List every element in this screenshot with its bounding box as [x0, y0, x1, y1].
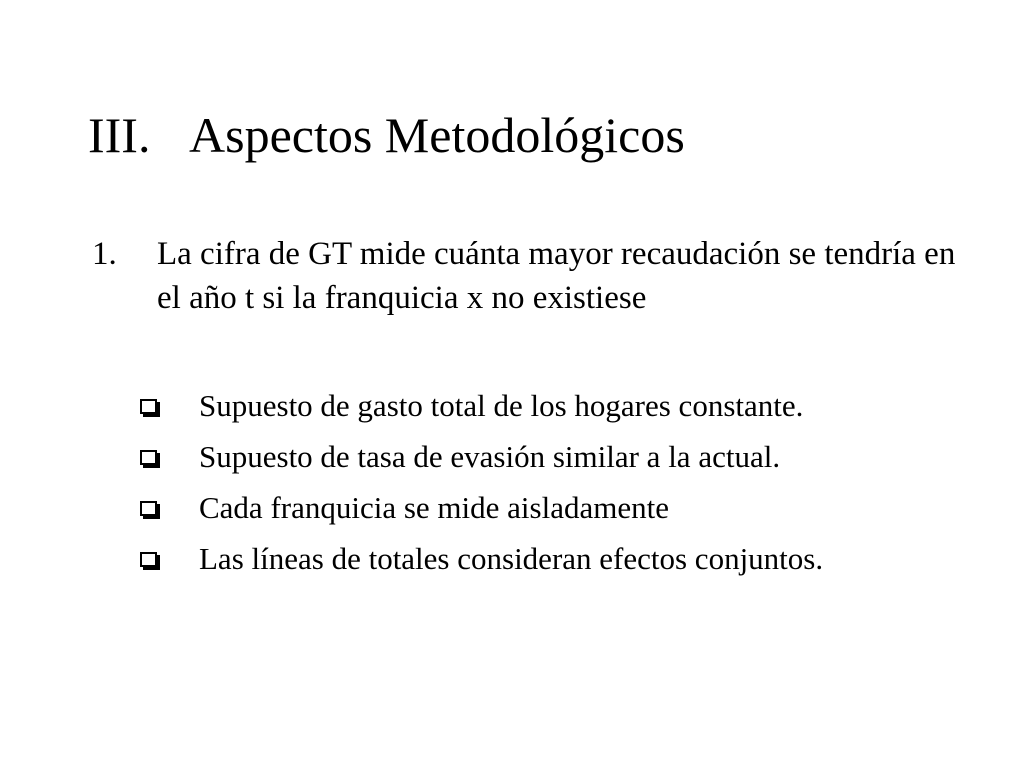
numbered-point: [92, 232, 972, 320]
slide-title: [88, 104, 685, 166]
checkbox-bullet-icon: [140, 399, 157, 414]
checkbox-bullet-icon: [140, 450, 157, 465]
bullet-item: [140, 437, 980, 476]
bullet-item: [140, 488, 980, 527]
checkbox-bullet-icon: [140, 501, 157, 516]
point-text: La cifra de GT mide cuánta mayor recaudación se tendría en el año t si la franquicia x no existiese: [157, 236, 956, 316]
bullet-item: [140, 386, 980, 425]
checkbox-bullet-icon: [140, 552, 157, 567]
bullet-text: Las líneas de totales consideran efectos conjuntos.: [199, 541, 824, 576]
bullet-item: [140, 539, 980, 578]
bullet-text: Supuesto de gasto total de los hogares constante.: [199, 388, 804, 423]
title-number: III.: [88, 107, 151, 163]
bullet-list: [140, 386, 980, 590]
bullet-text: Supuesto de tasa de evasión similar a la actual.: [199, 439, 781, 474]
bullet-text: Cada franquicia se mide aisladamente: [199, 490, 669, 525]
point-number: 1.: [92, 236, 117, 272]
title-text: Aspectos Metodológicos: [189, 107, 685, 163]
